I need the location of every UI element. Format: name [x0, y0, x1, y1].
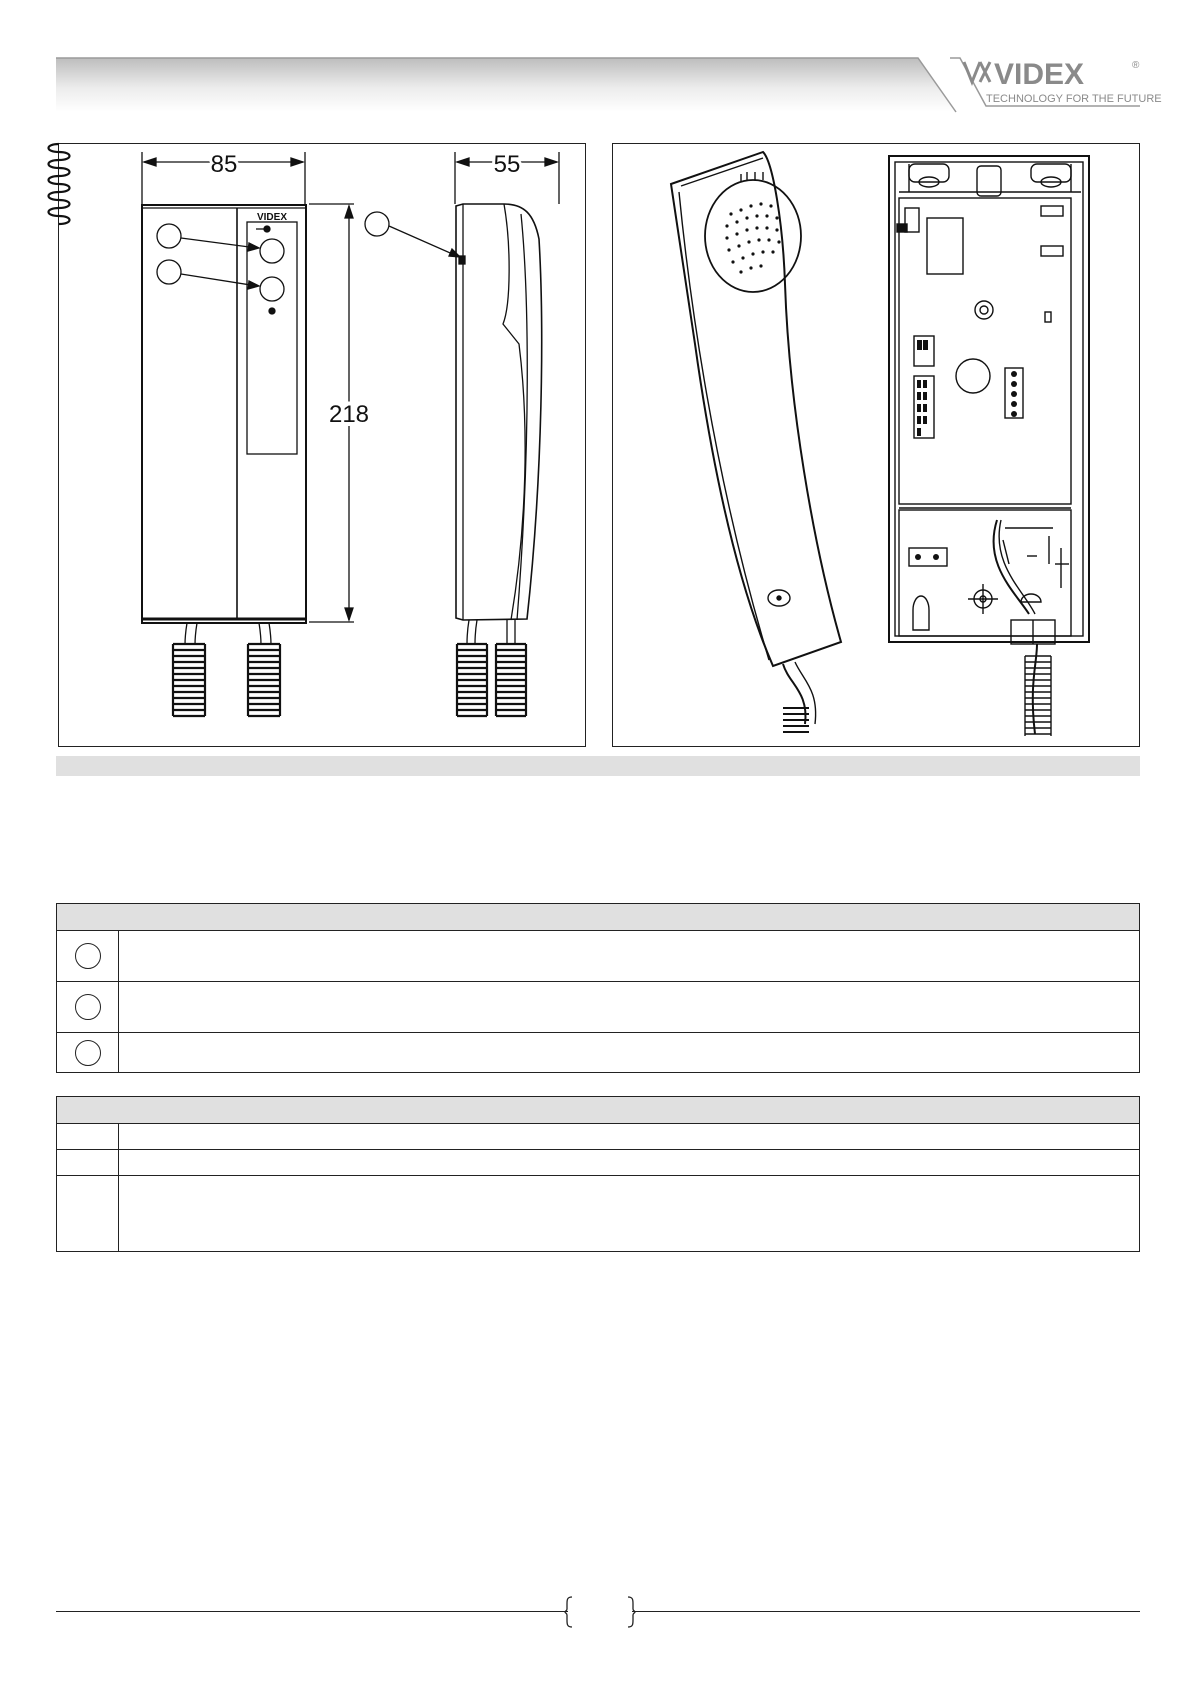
row-description-cell	[119, 931, 1139, 981]
device-brand-label: VIDEX	[256, 212, 288, 223]
terminals-table	[56, 1096, 1140, 1252]
row-description-cell	[119, 1033, 1139, 1072]
row-description-cell	[119, 982, 1139, 1032]
table-row	[57, 931, 1139, 982]
row-marker-cell	[57, 931, 119, 981]
footer-rule-right	[632, 1611, 1140, 1612]
table-row	[57, 1176, 1139, 1251]
row-marker-cell	[57, 1033, 119, 1072]
callout-circle	[75, 943, 101, 969]
row-marker-cell	[57, 1150, 119, 1175]
row-description-cell	[119, 1150, 1139, 1175]
controls-table	[56, 903, 1140, 1073]
table-row	[57, 1124, 1139, 1150]
row-marker-cell	[57, 982, 119, 1032]
dimension-drawing	[59, 144, 587, 748]
table-row	[57, 982, 1139, 1033]
footer-rule-left	[56, 1611, 568, 1612]
row-marker-cell	[57, 1124, 119, 1149]
dimension-depth-label: 55	[493, 151, 521, 178]
videx-logo	[950, 56, 1162, 116]
interior-drawing	[613, 144, 1141, 748]
dimension-drawing-panel	[58, 143, 586, 747]
dimension-height-label: 218	[328, 401, 370, 428]
figure-caption-bar	[56, 756, 1140, 776]
logo-graphic	[950, 56, 1162, 116]
table-row	[57, 1033, 1139, 1072]
dimension-width-label: 85	[210, 151, 238, 178]
logo-tagline: TECHNOLOGY FOR THE FUTURE	[986, 93, 1162, 105]
row-description-cell	[119, 1124, 1139, 1149]
row-marker-cell	[57, 1176, 119, 1251]
logo-wordmark: VIDEX	[994, 58, 1085, 91]
table-header	[57, 1097, 1139, 1124]
header-band	[56, 56, 956, 112]
coiled-cords	[49, 144, 70, 224]
callout-circle	[75, 1040, 101, 1066]
row-description-cell	[119, 1176, 1139, 1251]
table-header	[57, 904, 1139, 931]
callout-circle	[75, 994, 101, 1020]
table-row	[57, 1150, 1139, 1176]
interior-drawing-panel	[612, 143, 1140, 747]
registered-mark: ®	[1132, 60, 1140, 71]
page-number-bracket	[564, 1596, 636, 1628]
